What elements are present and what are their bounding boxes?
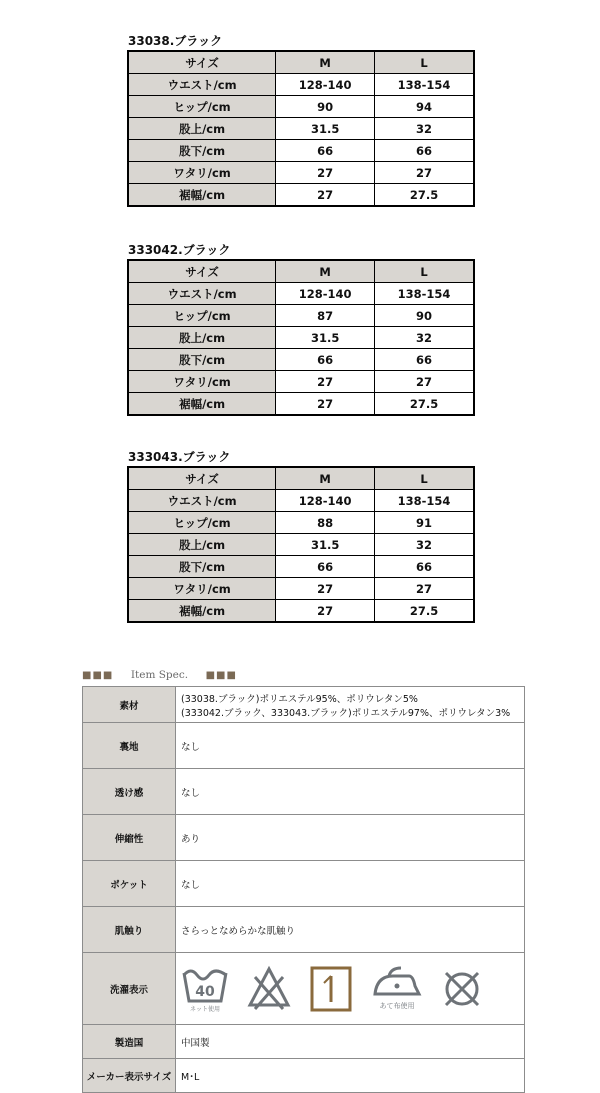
size-chart-title: 333043.ブラック: [128, 450, 231, 464]
header-cell: サイズ: [128, 51, 276, 74]
m-value: 27: [276, 162, 375, 184]
l-value: 66: [375, 556, 474, 578]
spec-row: [83, 769, 525, 815]
size-table-header: [128, 260, 474, 283]
m-value: 66: [276, 140, 375, 162]
spec-key: 透け感: [83, 769, 176, 815]
spec-value-line: M･L: [181, 1071, 200, 1083]
size-table-header: [128, 467, 474, 490]
row-label: 股上/cm: [128, 534, 276, 556]
m-value: 27: [276, 393, 375, 416]
size-chart-title: 333042.ブラック: [128, 243, 231, 257]
spec-row: [83, 1059, 525, 1093]
row-label: ワタリ/cm: [128, 162, 276, 184]
wash-40-net-icon: [181, 963, 229, 1015]
no-dry-clean-icon: [441, 966, 483, 1012]
spec-value: [176, 687, 525, 723]
spec-value-line: (333042.ブラック、333043.ブラック)ポリエステル97%、ポリウレタン3%: [181, 707, 511, 719]
table-row: [128, 578, 474, 600]
l-value: 91: [375, 512, 474, 534]
l-value: 138-154: [375, 283, 474, 305]
l-value: 32: [375, 118, 474, 140]
l-value: 66: [375, 140, 474, 162]
row-label: ヒップ/cm: [128, 305, 276, 327]
table-row: [128, 74, 474, 96]
row-label: 裾幅/cm: [128, 184, 276, 207]
table-row: [128, 534, 474, 556]
header-cell: サイズ: [128, 260, 276, 283]
heading-marks-left: ■■■: [82, 670, 114, 681]
row-label: 裾幅/cm: [128, 393, 276, 416]
iron-with-cloth-icon: [371, 964, 423, 1014]
size-table: [127, 50, 475, 207]
spec-value: [176, 907, 525, 953]
l-value: 32: [375, 327, 474, 349]
spec-value: [176, 953, 525, 1025]
m-value: 128-140: [276, 490, 375, 512]
table-row: [128, 283, 474, 305]
l-value: 27.5: [375, 393, 474, 416]
m-value: 27: [276, 371, 375, 393]
l-value: 27: [375, 162, 474, 184]
spec-key: 製造国: [83, 1025, 176, 1059]
table-row: [128, 96, 474, 118]
l-value: 94: [375, 96, 474, 118]
table-row: [128, 162, 474, 184]
spec-row: [83, 687, 525, 723]
spec-value-line: (33038.ブラック)ポリエステル95%、ポリウレタン5%: [181, 693, 418, 705]
header-cell: L: [375, 260, 474, 283]
m-value: 87: [276, 305, 375, 327]
spec-value: [176, 1059, 525, 1093]
row-label: 裾幅/cm: [128, 600, 276, 623]
spec-value-line: なし: [181, 787, 201, 799]
row-label: 股上/cm: [128, 118, 276, 140]
l-value: 27.5: [375, 184, 474, 207]
spec-key: 伸縮性: [83, 815, 176, 861]
l-value: 66: [375, 349, 474, 371]
row-label: 股下/cm: [128, 140, 276, 162]
spec-row: [83, 815, 525, 861]
m-value: 31.5: [276, 327, 375, 349]
size-chart: [127, 241, 473, 416]
table-row: [128, 556, 474, 578]
table-row: [128, 305, 474, 327]
l-value: 27: [375, 578, 474, 600]
row-label: ワタリ/cm: [128, 578, 276, 600]
header-cell: L: [375, 467, 474, 490]
m-value: 128-140: [276, 283, 375, 305]
size-table-header: [128, 51, 474, 74]
spec-key: ポケット: [83, 861, 176, 907]
spec-key: 肌触り: [83, 907, 176, 953]
l-value: 138-154: [375, 490, 474, 512]
spec-row: [83, 1025, 525, 1059]
m-value: 27: [276, 184, 375, 207]
size-chart-title: 33038.ブラック: [128, 34, 223, 48]
size-chart: [127, 448, 473, 623]
line-dry-icon: [309, 964, 353, 1014]
table-row: [128, 371, 474, 393]
spec-key: 素材: [83, 687, 176, 723]
row-label: ウエスト/cm: [128, 283, 276, 305]
iron-note: あて布使用: [379, 1001, 415, 1010]
row-label: 股上/cm: [128, 327, 276, 349]
m-value: 27: [276, 578, 375, 600]
m-value: 31.5: [276, 534, 375, 556]
table-row: [128, 140, 474, 162]
table-row: [128, 512, 474, 534]
spec-value-line: さらっとなめらかな肌触り: [181, 925, 296, 937]
header-cell: M: [276, 51, 375, 74]
spec-row: [83, 907, 525, 953]
spec-key: 裏地: [83, 723, 176, 769]
m-value: 66: [276, 349, 375, 371]
m-value: 66: [276, 556, 375, 578]
table-row: [128, 393, 474, 416]
header-cell: M: [276, 260, 375, 283]
item-spec-table: [82, 686, 525, 1093]
spec-value-line: あり: [181, 833, 201, 845]
row-label: ヒップ/cm: [128, 512, 276, 534]
l-value: 90: [375, 305, 474, 327]
wash-note: ネット使用: [189, 1005, 221, 1013]
row-label: ヒップ/cm: [128, 96, 276, 118]
row-label: ウエスト/cm: [128, 490, 276, 512]
no-bleach-icon: [247, 965, 291, 1013]
spec-value: [176, 769, 525, 815]
m-value: 128-140: [276, 74, 375, 96]
spec-row: [83, 723, 525, 769]
spec-value-line: なし: [181, 879, 201, 891]
row-label: ウエスト/cm: [128, 74, 276, 96]
spec-value-line: なし: [181, 741, 201, 753]
item-spec-title: Item Spec.: [130, 669, 189, 681]
table-row: [128, 118, 474, 140]
heading-marks-right: ■■■: [205, 670, 237, 681]
spec-key: メーカー表示サイズ: [83, 1059, 176, 1093]
l-value: 27.5: [375, 600, 474, 623]
row-label: 股下/cm: [128, 556, 276, 578]
table-row: [128, 327, 474, 349]
spec-row: [83, 861, 525, 907]
spec-value: [176, 815, 525, 861]
header-cell: M: [276, 467, 375, 490]
m-value: 90: [276, 96, 375, 118]
table-row: [128, 184, 474, 207]
spec-value-line: 中国製: [181, 1037, 210, 1049]
m-value: 27: [276, 600, 375, 623]
m-value: 31.5: [276, 118, 375, 140]
m-value: 88: [276, 512, 375, 534]
spec-value: [176, 861, 525, 907]
header-cell: L: [375, 51, 474, 74]
spec-key: 洗濯表示: [83, 953, 176, 1025]
spec-row: [83, 953, 525, 1025]
row-label: ワタリ/cm: [128, 371, 276, 393]
row-label: 股下/cm: [128, 349, 276, 371]
header-cell: サイズ: [128, 467, 276, 490]
table-row: [128, 349, 474, 371]
size-table: [127, 466, 475, 623]
wash-temp: 40: [195, 983, 215, 1000]
size-table: [127, 259, 475, 416]
spec-value: [176, 1025, 525, 1059]
table-row: [128, 490, 474, 512]
spec-value: [176, 723, 525, 769]
l-value: 32: [375, 534, 474, 556]
item-spec-heading: [82, 668, 237, 682]
table-row: [128, 600, 474, 623]
size-chart: [127, 32, 473, 207]
care-icons: [181, 957, 524, 1021]
l-value: 138-154: [375, 74, 474, 96]
l-value: 27: [375, 371, 474, 393]
